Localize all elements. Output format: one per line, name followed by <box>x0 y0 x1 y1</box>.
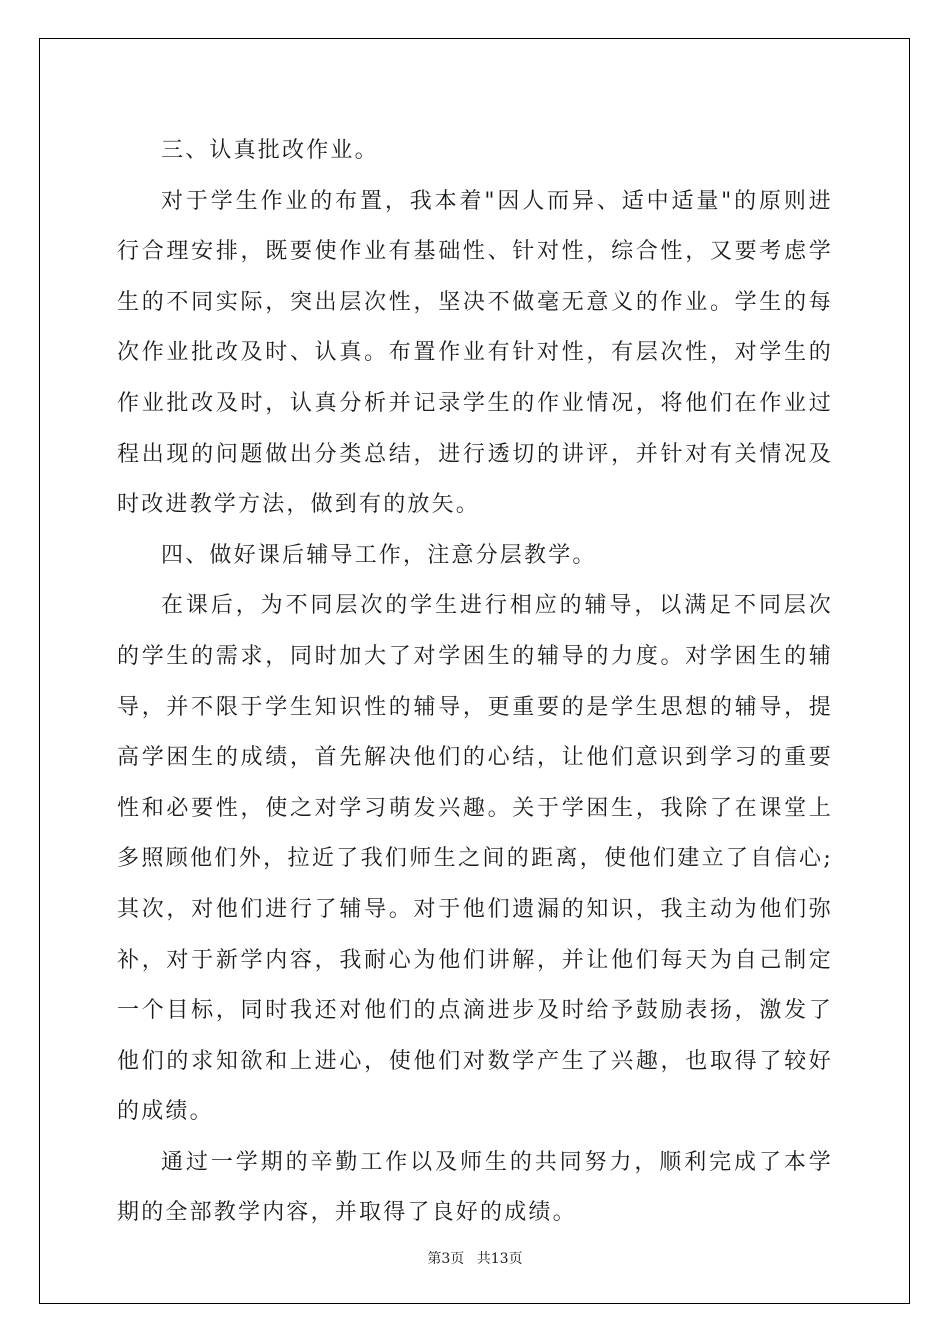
document-body <box>117 126 833 1239</box>
paragraph-summary: 通过一学期的辛勤工作以及师生的共同努力，顺利完成了本学期的全部教学内容，并取得了良好的成绩。 <box>117 1149 833 1226</box>
section-heading-3: 三、认真批改作业。 <box>161 138 379 163</box>
section-heading-4: 四、做好课后辅导工作，注意分层教学。 <box>161 542 597 568</box>
paragraph-tutoring: 在课后，为不同层次的学生进行相应的辅导，以满足不同层次的学生的需求，同时加大了对学困生的辅导的力度。对学困生的辅导，并不限于学生知识性的辅导，更重要的是学生思想的辅导，提高学困生的成绩，首先解决他们的心结，让他们意识到学习的重要性和必要性，使之对学习萌发兴趣。关于学困生，我除了在课堂上多照顾他们外，拉近了我们师生之间的距离，使他们建立了自信心;其次，对他们进行了辅导。对于他们遗漏的知识，我主动为他们弥补，对于新学内容，我耐心为他们讲解，并让他们每天为自己制定一个目标，同时我还对他们的点滴进步及时给予鼓励表扬，激发了他们的求知欲和上进心，使他们对数学产生了兴趣，也取得了较好的成绩。 <box>117 593 833 1125</box>
page-number-current: 第3页 <box>427 1251 465 1267</box>
paragraph-homework: 对于学生作业的布置，我本着"因人而异、适中适量"的原则进行合理安排，既要使作业有基础性、针对性，综合性，又要考虑学生的不同实际，突出层次性，坚决不做毫无意义的作业。学生的每次作业批改及时、认真。布置作业有针对性，有层次性，对学生的作业批改及时，认真分析并记录学生的作业情况，将他们在作业过程出现的问题做出分类总结，进行透切的讲评，并针对有关情况及时改进教学方法，做到有的放矢。 <box>117 188 833 518</box>
page-footer <box>0 1248 950 1268</box>
page-number-total: 共13页 <box>476 1251 523 1267</box>
